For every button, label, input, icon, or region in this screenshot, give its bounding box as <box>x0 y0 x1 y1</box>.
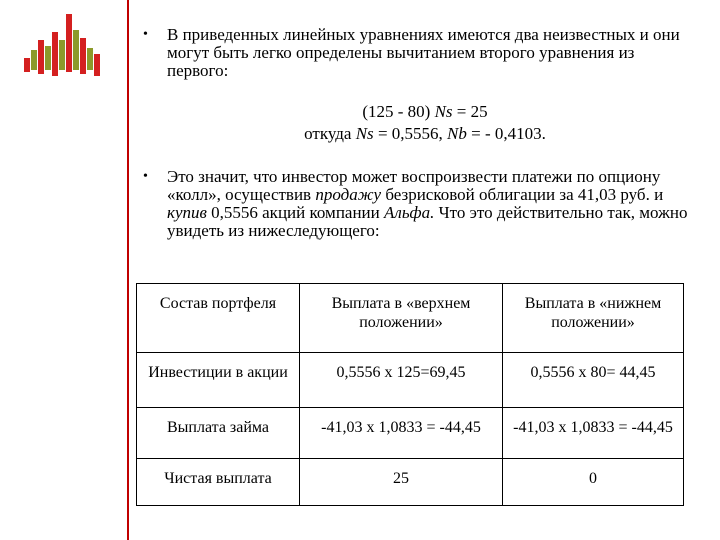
deco-bar <box>87 48 93 70</box>
table-cell: 0 <box>503 459 684 506</box>
bullet-marker: • <box>143 169 148 184</box>
equation-line-2 <box>130 124 720 144</box>
text-run: безрисковой облигации за 41,03 руб. и <box>381 185 664 204</box>
bullet-text <box>167 168 697 240</box>
table-row <box>137 353 684 408</box>
equation-text: откуда <box>304 124 356 143</box>
deco-bar <box>45 46 51 70</box>
decorative-bars-icon <box>18 10 118 80</box>
table-row <box>137 408 684 459</box>
table-row <box>137 459 684 506</box>
text-run: 0,5556 акций компании <box>206 203 385 222</box>
equation-text: (125 - 80) <box>362 102 435 121</box>
emphasis-text: продажу <box>315 185 382 204</box>
equation-variable: Nb <box>447 124 467 143</box>
table-cell: -41,03 x 1,0833 = -44,45 <box>300 408 503 459</box>
table-cell: 0,5556 x 125=69,45 <box>300 353 503 408</box>
table-cell: Инвестиции в акции <box>137 353 300 408</box>
equation-line-1 <box>130 102 720 122</box>
table-cell: Чистая выплата <box>137 459 300 506</box>
equation-text: = 0,5556, <box>373 124 448 143</box>
text-run: Что это действительно так, можно увидеть из нижеследующего: <box>167 203 688 240</box>
deco-bar <box>31 50 37 70</box>
equation-text: = - 0,4103. <box>466 124 546 143</box>
payout-table <box>136 283 684 506</box>
equation-variable: Ns <box>355 124 374 143</box>
deco-bar <box>80 38 86 74</box>
table-header-cell: Состав портфеля <box>137 284 300 353</box>
deco-bar <box>59 40 65 70</box>
table-cell: -41,03 x 1,0833 = -44,45 <box>503 408 684 459</box>
table-header-cell: Выплата в «нижнем положении» <box>503 284 684 353</box>
table-cell: 0,5556 x 80= 44,45 <box>503 353 684 408</box>
deco-bar <box>52 32 58 76</box>
bullet-text: В приведенных линейных уравнениях имеются два неизвестных и они могут быть легко определены вычитанием второго уравнения из первого: <box>167 25 680 80</box>
vertical-divider <box>127 0 129 540</box>
table-header-row <box>137 284 684 353</box>
emphasis-text: Альфа. <box>384 203 435 222</box>
equation-text: = 25 <box>452 102 488 121</box>
table-cell: 25 <box>300 459 503 506</box>
deco-bar <box>38 40 44 74</box>
deco-bar <box>94 54 100 76</box>
emphasis-text: купив <box>167 203 207 222</box>
bullet-marker: • <box>143 27 148 42</box>
text-run: Это значит, что инвестор может воспроизвести платежи по опциону «колл», осуществив <box>167 167 661 204</box>
deco-bar <box>66 14 72 72</box>
table-cell: Выплата займа <box>137 408 300 459</box>
table-header-cell: Выплата в «верхнем положении» <box>300 284 503 353</box>
equation-variable: Ns <box>434 102 453 121</box>
deco-bar <box>24 58 30 72</box>
deco-bar <box>73 30 79 70</box>
